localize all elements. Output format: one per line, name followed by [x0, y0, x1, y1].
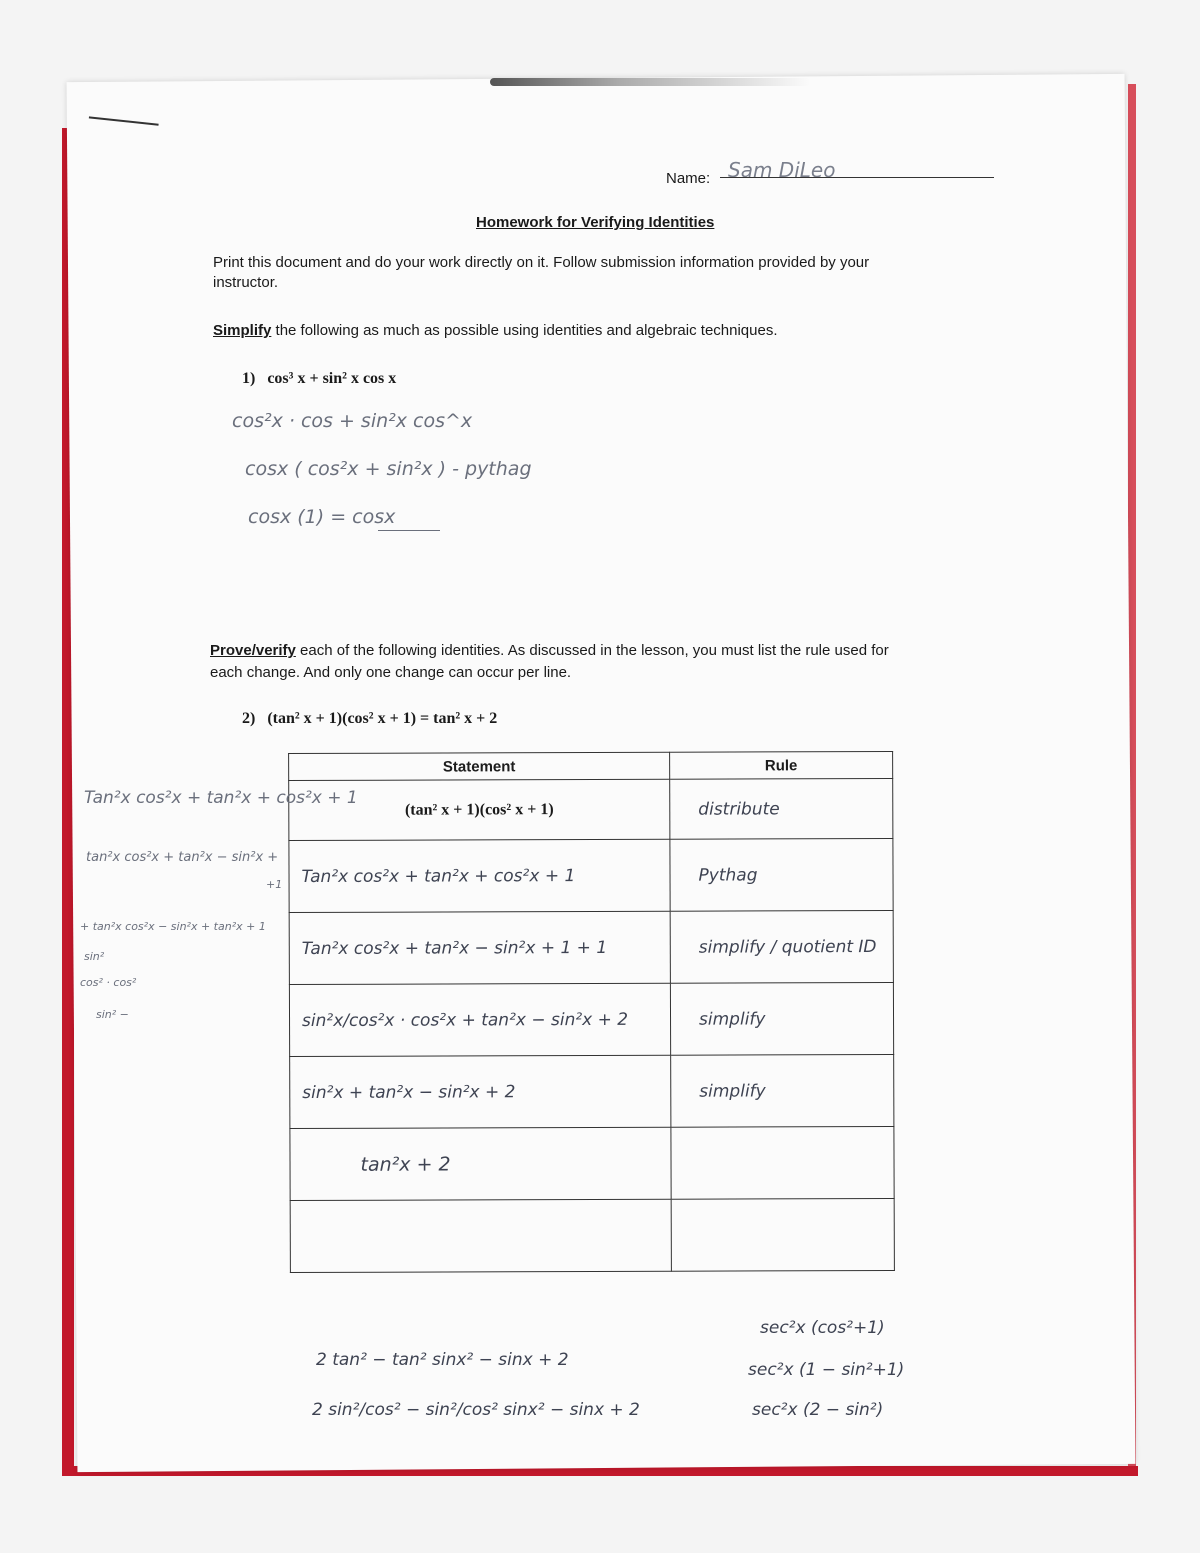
statement-text: (tan² x + 1)(cos² x + 1)	[404, 800, 554, 819]
right-work-line-3: sec²x (2 − sin²)	[752, 1400, 884, 1420]
problem-2-expression: (tan² x + 1)(cos² x + 1) = tan² x + 2	[267, 710, 498, 727]
name-label: Name:	[666, 170, 711, 187]
rule-cell	[671, 1126, 894, 1199]
work-line-2: cosx ( cos²x + sin²x ) - pythag	[245, 458, 532, 480]
prove-keyword: Prove/verify	[210, 642, 296, 659]
proof-table	[288, 751, 895, 1273]
rule-cell	[670, 982, 893, 1055]
rule-text: simplify	[698, 1008, 766, 1030]
rule-cell	[670, 778, 893, 839]
work-line-3: cosx (1) = cosx	[248, 506, 396, 528]
problem-1-expression: cos³ x + sin² x cos x	[267, 370, 397, 387]
margin-note: cos² · cos²	[80, 976, 137, 989]
margin-note: + tan²x cos²x − sin²x + tan²x + 1	[80, 920, 266, 933]
table-row	[289, 838, 893, 912]
statement-cell	[290, 1127, 671, 1200]
simplify-directions	[213, 322, 778, 339]
problem-2	[242, 710, 497, 728]
margin-note: tan²x cos²x + tan²x − sin²x +	[86, 850, 279, 865]
table-row	[289, 982, 893, 1056]
prove-directions-text: each of the following identities. As discussed in the lesson, you must list the rule used for	[295, 642, 889, 659]
right-work-line-2: sec²x (1 − sin²+1)	[748, 1360, 905, 1380]
name-underline	[720, 177, 994, 178]
statement-cell	[289, 983, 670, 1056]
statement-header: Statement	[289, 752, 670, 780]
statement-text: Tan²x cos²x + tan²x + cos²x + 1	[301, 865, 576, 887]
prove-directions-line-2: each change. And only one change can occur per line.	[210, 664, 572, 681]
table-row	[290, 1054, 894, 1128]
right-work-line-1: sec²x (cos²+1)	[760, 1318, 885, 1338]
table-row	[290, 1198, 894, 1272]
rule-header: Rule	[670, 751, 893, 779]
margin-note: sin²	[84, 950, 105, 963]
student-name: Sam DiLeo	[728, 158, 836, 182]
statement-text: sin²x + tan²x − sin²x + 2	[302, 1081, 516, 1103]
rule-text: distribute	[698, 798, 780, 820]
statement-text: tan²x + 2	[360, 1152, 451, 1176]
page-title: Homework for Verifying Identities	[476, 214, 715, 231]
statement-cell	[289, 839, 670, 912]
rule-cell	[670, 838, 893, 911]
table-row	[289, 910, 893, 984]
prove-directions	[210, 640, 990, 684]
table-row	[289, 778, 893, 840]
instructions-line-2: instructor.	[213, 274, 279, 291]
bottom-work-line-1: 2 tan² − tan² sinx² − sinx + 2	[316, 1350, 569, 1370]
table-row	[290, 1126, 894, 1200]
statement-cell	[290, 1199, 671, 1272]
statement-cell	[289, 911, 670, 984]
bottom-work-line-2: 2 sin²/cos² − sin²/cos² sinx² − sinx + 2	[312, 1400, 640, 1420]
rule-cell	[671, 1054, 894, 1127]
rule-text: Pythag	[698, 864, 758, 886]
instructions	[213, 253, 973, 293]
simplify-keyword: Simplify	[213, 322, 272, 339]
rule-cell	[671, 1198, 894, 1271]
work-line-1: cos²x · cos + sin²x cos^x	[232, 410, 473, 432]
rule-text: simplify	[699, 1080, 766, 1102]
rule-text: simplify / quotient ID	[698, 936, 877, 958]
problem-2-number: 2)	[242, 710, 256, 727]
statement-cell	[290, 1055, 671, 1128]
statement-text: sin²x/cos²x · cos²x + tan²x − sin²x + 2	[301, 1009, 629, 1031]
paper-shadow	[490, 78, 810, 86]
margin-note: Tan²x cos²x + tan²x + cos²x + 1	[84, 788, 358, 808]
simplify-directions-text: the following as much as possible using identities and algebraic techniques.	[271, 322, 778, 339]
table-header-row	[289, 751, 893, 780]
rule-cell	[670, 910, 893, 983]
margin-note: +1	[266, 878, 283, 891]
statement-text: Tan²x cos²x + tan²x − sin²x + 1 + 1	[301, 937, 608, 959]
answer-underline	[378, 530, 440, 531]
problem-1-number: 1)	[242, 370, 256, 387]
instructions-line-1: Print this document and do your work directly on it. Follow submission information provided by your	[213, 254, 870, 271]
margin-note: sin² −	[96, 1008, 129, 1021]
problem-1	[242, 370, 396, 388]
